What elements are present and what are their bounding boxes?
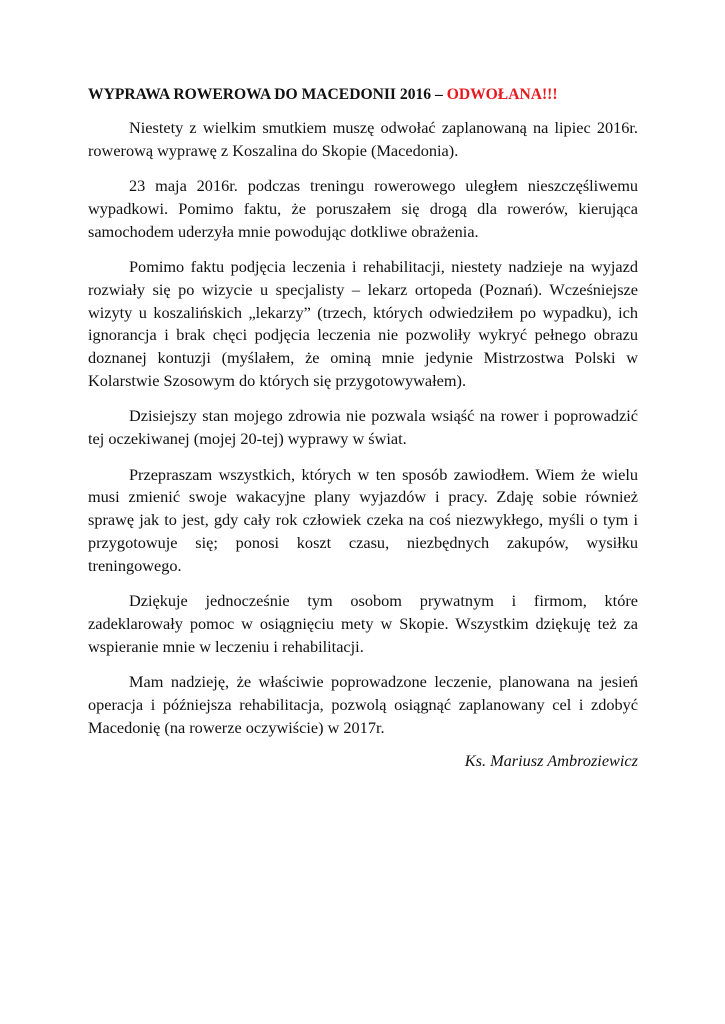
title-main: WYPRAWA ROWEROWA DO MACEDONII 2016 – bbox=[88, 86, 447, 103]
paragraph-cancellation: Niestety z wielkim smutkiem muszę odwołać zaplanowaną na lipiec 2016r. rowerową wyprawę z Koszalina do Skopie (Macedonia). bbox=[88, 117, 638, 160]
paragraph-hope: Mam nadzieję, że właściwie poprowadzone leczenie, planowana na jesień operacja i późniejsza rehabilitacja, pozwolą osiągnąć zaplanowany cel i zdobyć Macedonię (na rowerze oczywiście) w 2017r. bbox=[88, 672, 638, 737]
paragraph-apology: Przepraszam wszystkich, których w ten sposób zawiodłem. Wiem że wielu musi zmienić swoje wakacyjne plany wyjazdów i pracy. Zdaję sobie również sprawę jak to jest, gdy cały rok człowiek czeka na coś niezwykłego, myśli o tym i przygotowuje się; ponosi koszt czasu, niezbędnych zakupów, wysiłku treningowego. bbox=[88, 464, 638, 575]
paragraph-accident: 23 maja 2016r. podczas treningu rowerowego uległem nieszczęśliwemu wypadkowi. Pomimo faktu, że poruszałem się drogą dla rowerów, kierująca samochodem uderzyła mnie powodując dotkliwe obrażenia. bbox=[88, 175, 638, 241]
paragraph-health-status: Dzisiejszy stan mojego zdrowia nie pozwala wsiąść na rower i poprowadzić tej oczekiwanej (mojej 20-tej) wyprawy w świat. bbox=[88, 406, 638, 449]
document-title bbox=[88, 84, 638, 107]
title-cancelled-label: ODWOŁANA!!! bbox=[446, 86, 558, 103]
paragraph-treatment: Pomimo faktu podjęcia leczenia i rehabilitacji, niestety nadzieje na wyjazd rozwiały się po wizycie u specjalisty – lekarz ortopeda (Poznań). Wcześniejsze wizyty u koszalińskich „lekarzy” (trzech, których odwiedziłem po wypadku), ich ignorancja i brak chęci podjęcia leczenia nie pozwoliły wykryć pełnego obrazu doznanej kontuzji (myślałem, że ominą mnie jedynie Mistrzostwa Polski w Kolarstwie Szosowym do których się przygotowywałem). bbox=[88, 256, 638, 390]
signature: Ks. Mariusz Ambroziewicz bbox=[464, 751, 638, 771]
paragraph-thanks: Dziękuje jednocześnie tym osobom prywatnym i firmom, które zadeklarowały pomoc w osiągnięciu mety w Skopie. Wszystkim dziękuję też za wspieranie mnie w leczeniu i rehabilitacji. bbox=[88, 591, 638, 656]
document-body bbox=[88, 84, 638, 773]
